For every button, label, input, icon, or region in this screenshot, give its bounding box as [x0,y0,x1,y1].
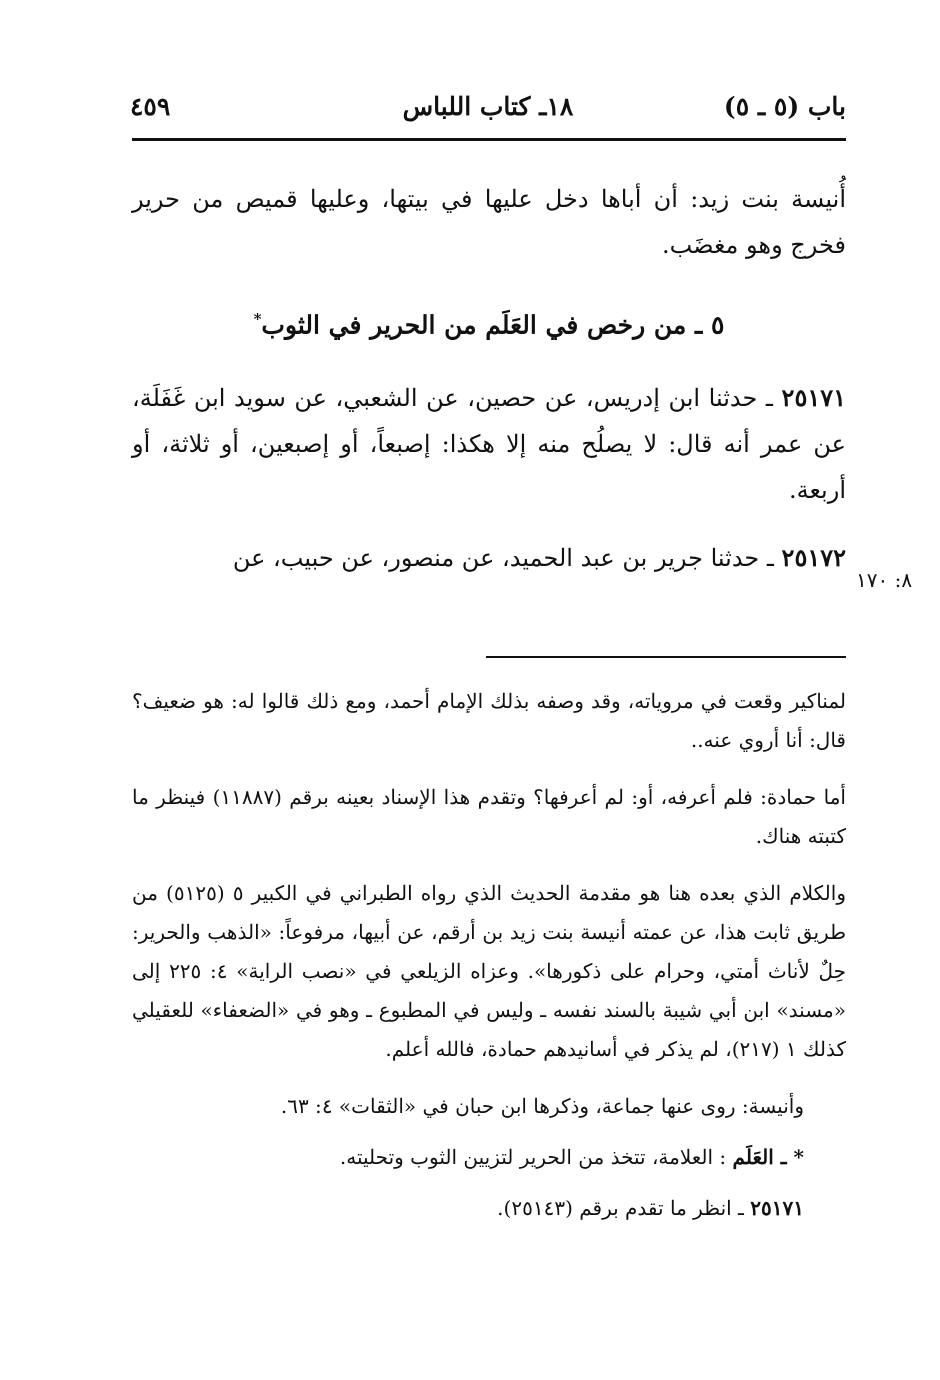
section-footnote-mark: * [253,310,262,328]
hadith-text: ـ حدثنا ابن إدريس، عن حصين، عن الشعبي، عن سويد ابن غَفَلَة، عن عمر أنه قال: لا يصلُح منه إلا هكذا: إصبعاً، أو إصبعين، أو ثلاثة، أو أربعة. [132,384,846,505]
hadith-text-2: ـ حدثنا جرير بن عبد الحميد، عن منصور، عن حبيب، عن [232,544,774,573]
running-header [130,92,846,136]
footnotes [132,682,846,1228]
section-title [132,310,846,339]
main-text [132,176,846,581]
footnote-5-mark: * ـ العَلَم [732,1145,804,1169]
hadith-number: ٢٥١٧١ [781,383,846,413]
footnote-1: لمناكير وقعت في مروياته، وقد وصفه بذلك الإمام أحمد، ومع ذلك قالوا له: هو ضعيف؟ قال: أنا أروي عنه.. [132,689,846,752]
hadith-paragraph [132,375,846,513]
footnote-rule [486,656,846,658]
page-number: ٤٥٩ [130,92,171,121]
footnote-6-number: ٢٥١٧١ [750,1196,804,1220]
hadith-paragraph-2 [132,535,846,581]
footnote-6-text: ـ انظر ما تقدم برقم (٢٥١٤٣). [497,1196,744,1220]
header-rule [132,138,846,141]
hadith-number-2: ٢٥١٧٢ [781,543,846,573]
chapter-reference: باب (٥ ـ ٥) [723,92,846,121]
continuation-paragraph: أُنيسة بنت زيد: أن أباها دخل عليها في بيتها، وعليها قميص من حرير فخرج وهو مغضَب. [132,185,846,259]
section-title-text: ٥ ـ من رخص في العَلَم من الحرير في الثوب [261,310,725,340]
book-title: ١٨ـ كتاب اللباس [402,92,574,121]
footnote-5-text: : العلامة، تتخذ من الحرير لتزيين الثوب وتحليته. [339,1145,727,1169]
footnote-2: أما حمادة: فلم أعرفه، أو: لم أعرفها؟ وتقدم هذا الإسناد بعينه برقم (١١٨٨٧) فينظر ما كتبته هناك. [132,785,846,848]
margin-reference: ٨: ١٧٠ [856,568,913,592]
footnote-6 [132,1189,846,1228]
footnote-4: وأنيسة: روى عنها جماعة، وذكرها ابن حبان في «الثقات» ٤: ٦٣. [280,1094,804,1118]
footnote-3: والكلام الذي بعده هنا هو مقدمة الحديث الذي رواه الطبراني في الكبير ٥ (٥١٢٥) من طريق ثابت هذا، عن عمته أنيسة بنت زيد بن أرقم، عن أبيها، مرفوعاً: «الذهب والحرير: حِلٌ لأناث أمتي، وحرام على ذكورها». وعزاه الزيلعي في «نصب الراية» ٤: ٢٢٥ إلى «مسند» ابن أبي شيبة بالسند نفسه ـ وليس في المطبوع ـ وهو في «الضعفاء» للعقيلي كذلك ١ (٢١٧)، لم يذكر في أسانيدهم حمادة، فالله أعلم. [132,881,846,1061]
footnote-5 [132,1138,846,1177]
